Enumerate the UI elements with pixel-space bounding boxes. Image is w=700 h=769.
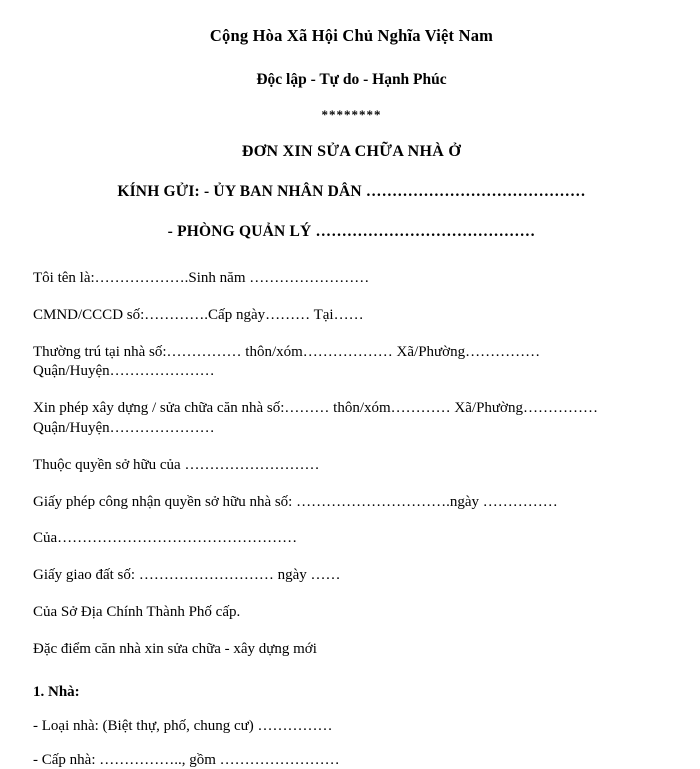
recipient-department: - PHÒNG QUẢN LÝ …………………………………… — [167, 223, 536, 240]
field-permanent-residence-line1: Thường trú tại nhà số:…………… thôn/xóm……………… Xã/Phường…………… — [33, 343, 541, 360]
field-permanent-residence — [33, 343, 670, 383]
national-motto: Độc lập - Tự do - Hạnh Phúc — [256, 71, 447, 88]
field-construction-permit — [33, 399, 670, 439]
field-ownership: Thuộc quyền sở hữu của ……………………… — [33, 456, 320, 473]
field-permanent-residence-line2: Quận/Huyện………………… — [33, 363, 215, 380]
field-house-grade: - Cấp nhà: …………….., gồm …………………… — [33, 751, 340, 768]
field-construction-permit-line2: Quận/Huyện………………… — [33, 419, 215, 436]
field-land-allocation: Giấy giao đất số: ……………………… ngày …… — [33, 567, 341, 584]
field-ownership-certificate: Giấy phép công nhận quyền sở hữu nhà số: ………………………….ngày …………… — [33, 493, 558, 510]
recipient-committee: KÍNH GỬI: - ỦY BAN NHÂN DÂN …………………………………… — [117, 183, 586, 200]
document-body — [33, 269, 670, 769]
field-house-features: Đặc điểm căn nhà xin sửa chữa - xây dựng mới — [33, 640, 317, 657]
section-house-title: 1. Nhà: — [33, 683, 80, 700]
field-land-issuer: Của Sở Địa Chính Thành Phố cấp. — [33, 603, 241, 620]
field-full-name: Tôi tên là:……………….Sinh năm …………………… — [33, 270, 370, 286]
field-issued-by: Của………………………………………… — [33, 530, 298, 547]
separator-stars: ******** — [321, 107, 382, 122]
field-house-type: - Loại nhà: (Biệt thự, phố, chung cư) …………… — [33, 717, 333, 734]
field-id-number: CMND/CCCD số:………….Cấp ngày……… Tại…… — [33, 306, 364, 323]
national-heading: Cộng Hòa Xã Hội Chủ Nghĩa Việt Nam — [209, 26, 494, 45]
page-title: ĐƠN XIN SỬA CHỮA NHÀ Ở — [241, 143, 462, 160]
field-construction-permit-line1: Xin phép xây dựng / sửa chữa căn nhà số:……… thôn/xóm………… Xã/Phường…………… — [33, 400, 598, 417]
